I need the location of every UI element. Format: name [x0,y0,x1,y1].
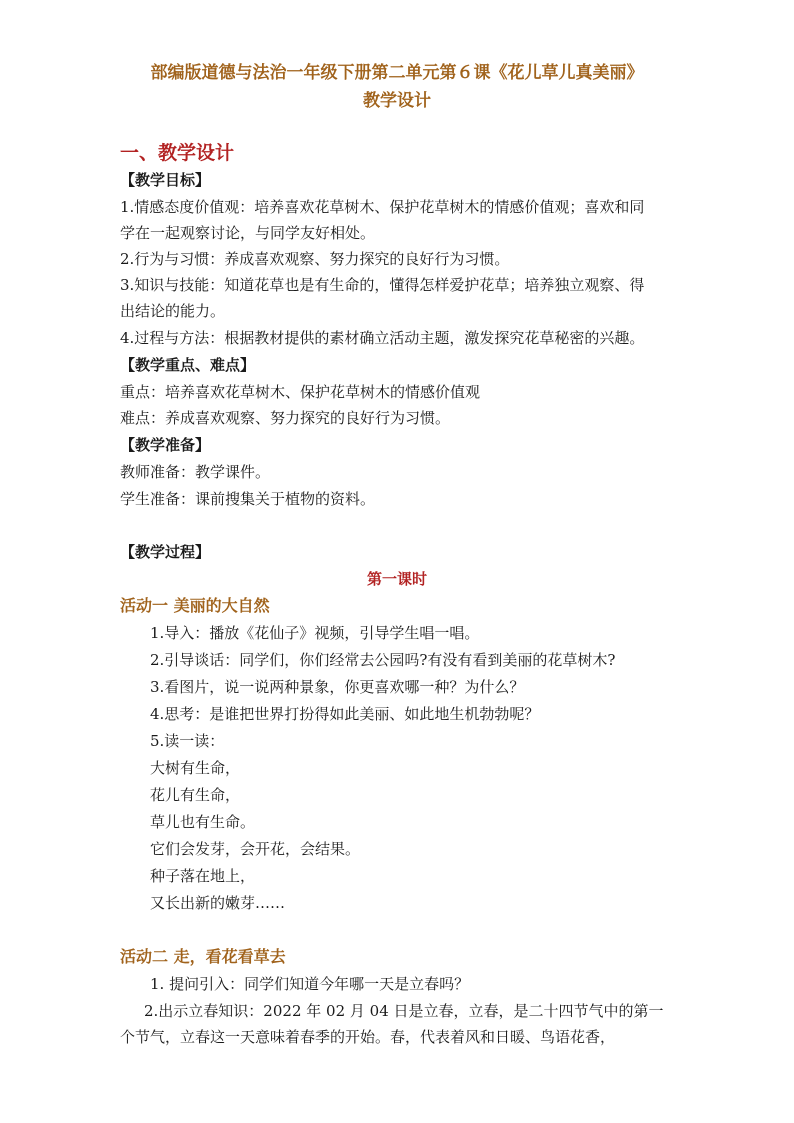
goal-3-line-a: 3.知识与技能：知道花草也是有生命的，懂得怎样爱护花草；培养独立观察、得 [120,276,645,294]
poem-line-3: 草儿也有生命。 [150,813,256,831]
activity-1-heading: 活动一 美丽的大自然 [120,596,270,615]
prep-header: 【教学准备】 [120,436,211,454]
lesson-heading: 第一课时 [366,570,427,588]
poem-line-4: 它们会发芽，会开花，会结果。 [150,840,361,858]
difficulty-point: 难点：养成喜欢观察、努力探究的良好行为习惯。 [120,409,451,427]
activity-2-step-2-line-b: 个节气，立春这一天意味着春季的开始。春，代表着风和日暖、鸟语花香， [120,1028,616,1046]
activity-1-step-3: 3.看图片，说一说两种景象，你更喜欢哪一种？为什么？ [150,678,525,696]
keypoints-header: 【教学重点、难点】 [120,356,256,374]
goal-1-line-b: 学在一起观察讨论，与同学友好相处。 [120,224,376,242]
poem-line-1: 大树有生命， [150,759,241,777]
process-header: 【教学过程】 [120,543,211,561]
activity-1-step-2: 2.引导谈话：同学们，你们经常去公园吗?有没有看到美丽的花草树木? [150,651,616,669]
document-title: 部编版道德与法治一年级下册第二单元第６课《花儿草儿真美丽》 [150,63,644,83]
activity-1-step-4: 4.思考：是谁把世界打扮得如此美丽、如此地生机勃勃呢？ [150,705,540,723]
poem-line-6: 又长出新的嫩芽…… [150,894,286,912]
poem-line-5: 种子落在地上， [150,867,256,885]
goals-header: 【教学目标】 [120,171,211,189]
activity-1-step-5: 5.读一读： [150,732,225,750]
student-prep: 学生准备：课前搜集关于植物的资料。 [120,490,376,508]
activity-2-step-2-line-a: 2.出示立春知识：2022 年 02 月 04 日是立春，立春，是二十四节气中的第一 [144,1002,664,1020]
activity-2-heading: 活动二 走，看花看草去 [120,947,286,966]
document-subtitle: 教学设计 [363,91,431,111]
key-point: 重点：培养喜欢花草树木、保护花草树木的情感价值观 [120,383,481,401]
goal-1-line-a: 1.情感态度价值观：培养喜欢花草树木、保护花草树木的情感价值观；喜欢和同 [120,198,645,216]
activity-1-step-1: 1.导入：播放《花仙子》视频，引导学生唱一唱。 [150,624,480,642]
poem-line-2: 花儿有生命， [150,786,241,804]
goal-4: 4.过程与方法：根据教材提供的素材确立活动主题，激发探究花草秘密的兴趣。 [120,329,645,347]
activity-2-step-1: 1. 提问引入：同学们知道今年哪一天是立春吗？ [150,975,470,993]
section-heading: 一、教学设计 [120,142,235,164]
teacher-prep: 教师准备：教学课件。 [120,463,271,481]
goal-2: 2.行为与习惯：养成喜欢观察、努力探究的良好行为习惯。 [120,250,510,268]
goal-3-line-b: 出结论的能力。 [120,302,226,320]
